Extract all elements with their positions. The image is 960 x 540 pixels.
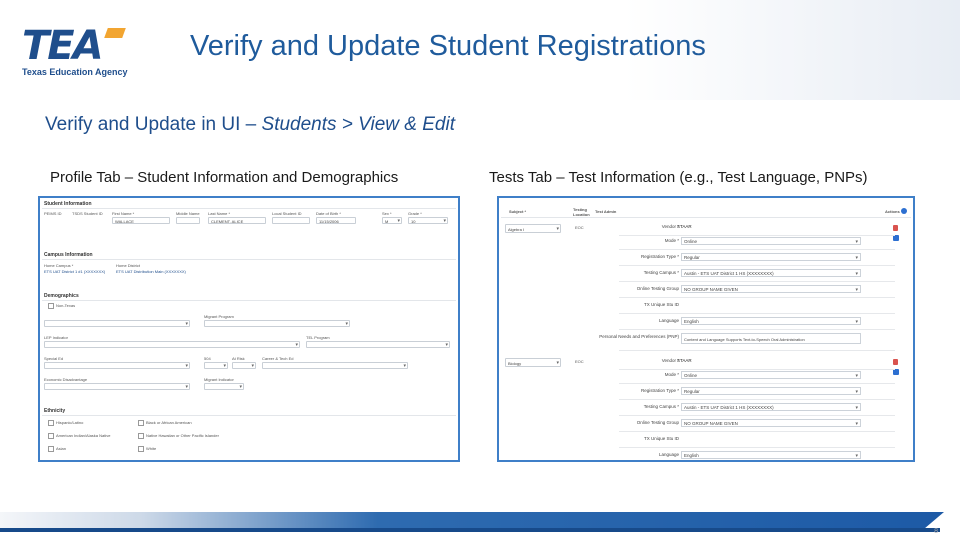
test-field-row xyxy=(619,282,895,298)
add-test-icon[interactable] xyxy=(901,208,907,214)
test-field-row xyxy=(599,330,895,351)
testing-campus-select[interactable]: Austin - ETS UAT District 1 HS (XXXXXXXX) ▾ xyxy=(681,269,861,277)
testing-campus-select[interactable]: Austin - ETS UAT District 1 HS (XXXXXXXX) ▾ xyxy=(681,403,861,411)
section-504-select[interactable] xyxy=(204,362,228,369)
first-name-input[interactable]: WALLACE xyxy=(112,217,170,224)
pnp-options[interactable]: Content and Language Supports Text-to-Speech Oral Administration xyxy=(681,333,861,344)
footer-bar xyxy=(0,512,944,528)
divider xyxy=(42,300,456,301)
career-tech-select[interactable] xyxy=(262,362,408,369)
divider xyxy=(42,259,456,260)
section-504-label: 504 xyxy=(204,356,211,361)
grade-select[interactable]: 10 ▾ xyxy=(408,217,448,224)
subject-header: Subject * xyxy=(509,209,527,214)
sex-select[interactable]: M ▾ xyxy=(382,217,402,224)
vendor-value: STAAR xyxy=(677,224,692,229)
logo-wordmark: TEA xyxy=(22,23,102,69)
subtitle-prefix: Verify and Update in UI – xyxy=(45,114,262,135)
tsds-id-label: TSDS Student ID xyxy=(72,211,103,216)
mode-select[interactable]: Online ▾ xyxy=(681,371,861,379)
page-number: 8 xyxy=(934,528,938,535)
test-field-row xyxy=(619,250,895,266)
test-admin-header: Test Admin xyxy=(595,209,617,214)
migrant-indicator-select[interactable] xyxy=(204,383,244,390)
home-campus-label: Home Campus * xyxy=(44,263,74,268)
graduation-cap-icon xyxy=(104,28,126,38)
sex-label: Sex * xyxy=(382,211,392,216)
online-testing-group-select[interactable]: NO GROUP NAME GIVEN ▾ xyxy=(681,285,861,293)
tests-tab-screenshot xyxy=(497,196,915,462)
dob-input[interactable]: 11/15/2006 xyxy=(316,217,356,224)
section-campus-information: Campus Information xyxy=(44,252,93,258)
economic-disadvantage-select[interactable] xyxy=(44,383,190,390)
test-field-row xyxy=(619,448,895,462)
lep-indicator-select[interactable] xyxy=(44,341,300,348)
test-field-row xyxy=(619,368,895,384)
pnp-label: Personal Needs and Preferences (PNP) xyxy=(599,334,679,339)
career-tech-label: Career & Tech Ed xyxy=(262,356,294,361)
test-field-row xyxy=(619,314,895,330)
ethnicity-checkbox[interactable]: Native Hawaiian or Other Pacific Islander xyxy=(138,433,219,439)
profile-tab-screenshot xyxy=(38,196,460,462)
dob-label: Date of Birth * xyxy=(316,211,341,216)
migrant-indicator-label: Migrant Indicator xyxy=(204,377,234,382)
lep-indicator-label: LEP Indicator xyxy=(44,335,68,340)
lep-select[interactable] xyxy=(44,320,190,327)
testing-campus-label: Testing Campus * xyxy=(643,270,679,275)
test-field-row xyxy=(619,266,895,282)
page-title: Verify and Update Student Registrations xyxy=(190,30,706,62)
at-risk-select[interactable] xyxy=(232,362,256,369)
section-student-information: Student Information xyxy=(44,201,92,207)
tel-program-label: TEL Program xyxy=(306,335,330,340)
test-field-row xyxy=(619,234,895,250)
registration-type-select[interactable]: Regular ▾ xyxy=(681,387,861,395)
divider xyxy=(501,217,911,218)
grade-label: Grade * xyxy=(408,211,422,216)
actions-header: Actions xyxy=(885,209,900,214)
migrant-program-label: Migrant Program xyxy=(204,314,234,319)
home-district-label: Home District xyxy=(116,263,141,268)
ethnicity-checkbox[interactable]: Asian xyxy=(48,446,66,452)
subject-select[interactable]: Algebra I ▾ xyxy=(505,224,561,233)
test-field-row xyxy=(619,416,895,432)
test-admin-value: EOC xyxy=(575,359,584,364)
testing-campus-label: Testing Campus * xyxy=(643,404,679,409)
mode-label: Mode * xyxy=(664,238,679,243)
home-campus-value: ETS UAT District 1 #1 (XXXXXXX) xyxy=(44,269,106,274)
online-testing-group-label: Online Testing Group xyxy=(636,286,679,291)
tea-logo xyxy=(22,24,132,78)
peims-id-label: PEIMS ID xyxy=(44,211,62,216)
language-select[interactable]: English ▾ xyxy=(681,451,861,459)
test-field-row xyxy=(619,384,895,400)
left-panel-caption: Profile Tab – Student Information and Demographics xyxy=(50,169,399,186)
middle-name-input[interactable] xyxy=(176,217,200,224)
last-name-input[interactable]: CLEMENT, ALICE xyxy=(208,217,266,224)
ethnicity-checkbox[interactable]: White xyxy=(138,446,156,452)
test-field-row xyxy=(619,432,895,448)
language-label: Language xyxy=(658,318,679,323)
subtitle-path: Students > View & Edit xyxy=(261,114,455,135)
tel-program-select[interactable] xyxy=(306,341,450,348)
subtitle xyxy=(45,114,455,136)
special-ed-select[interactable] xyxy=(44,362,190,369)
non-texas-checkbox[interactable]: Non-Texas xyxy=(48,303,75,309)
divider xyxy=(42,415,456,416)
right-panel-caption: Tests Tab – Test Information (e.g., Test Language, PNPs) xyxy=(489,169,868,186)
mode-label: Mode * xyxy=(664,372,679,377)
registration-type-select[interactable]: Regular ▾ xyxy=(681,253,861,261)
mode-select[interactable]: Online ▾ xyxy=(681,237,861,245)
local-id-input[interactable] xyxy=(272,217,310,224)
registration-type-label: Registration Type * xyxy=(641,388,679,393)
registration-type-label: Registration Type * xyxy=(641,254,679,259)
section-demographics: Demographics xyxy=(44,293,79,299)
vendor-label: Vendor * xyxy=(661,358,679,363)
footer-stripe xyxy=(0,528,940,532)
online-testing-group-label: Online Testing Group xyxy=(636,420,679,425)
logo-subtext: Texas Education Agency xyxy=(22,67,128,77)
subject-select[interactable]: Biology ▾ xyxy=(505,358,561,367)
test-field-row xyxy=(619,298,895,314)
tx-unique-id-label: TX Unique Stu ID xyxy=(643,436,679,441)
testing-location-header: Testing Location xyxy=(573,207,590,217)
divider xyxy=(42,208,456,209)
first-name-label: First Name * xyxy=(112,211,135,216)
tx-unique-id-label: TX Unique Stu ID xyxy=(643,302,679,307)
local-id-label: Local Student ID xyxy=(272,211,302,216)
vendor-label: Vendor * xyxy=(661,224,679,229)
home-district-value: ETS UAT Distribution Main (XXXXXXX) xyxy=(116,269,186,274)
special-ed-label: Special Ed xyxy=(44,356,64,361)
language-label: Language xyxy=(658,452,679,457)
language-select[interactable]: English ▾ xyxy=(681,317,861,325)
at-risk-label: At Risk xyxy=(232,356,245,361)
test-field-row xyxy=(619,400,895,416)
economic-disadvantage-label: Economic Disadvantage xyxy=(44,377,88,382)
ethnicity-checkbox[interactable]: Black or African American xyxy=(138,420,192,426)
migrant-program-select[interactable] xyxy=(204,320,350,327)
ethnicity-checkbox[interactable]: American Indian/Alaska Native xyxy=(48,433,110,439)
test-admin-value: EOC xyxy=(575,225,584,230)
online-testing-group-select[interactable]: NO GROUP NAME GIVEN ▾ xyxy=(681,419,861,427)
section-ethnicity: Ethnicity xyxy=(44,408,66,414)
last-name-label: Last Name * xyxy=(208,211,231,216)
middle-name-label: Middle Name xyxy=(176,211,200,216)
vendor-value: STAAR xyxy=(677,358,692,363)
ethnicity-checkbox[interactable]: Hispanic/Latino xyxy=(48,420,83,426)
